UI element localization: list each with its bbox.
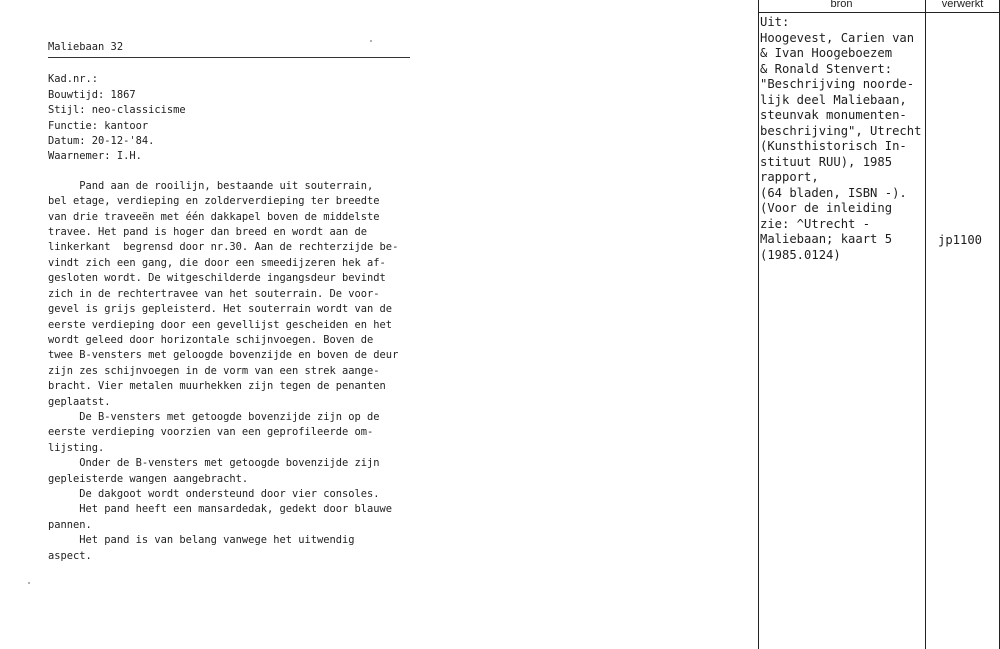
- meta-line: Bouwtijd: 1867: [48, 88, 136, 101]
- verwerkt-code: jp1100: [938, 233, 983, 247]
- document-title: Maliebaan 32: [48, 40, 410, 58]
- meta-line: Datum: 20-12-'84.: [48, 135, 155, 148]
- bron-line: (1985.0124): [760, 247, 841, 262]
- body-line: Het pand heeft een mansardedak, gedekt door blauwe: [48, 503, 393, 516]
- meta-line: Kad.nr.:: [48, 73, 99, 86]
- body-line: Pand aan de rooilijn, bestaande uit souterrain,: [48, 179, 374, 192]
- bron-line: Maliebaan; kaart 5: [760, 232, 893, 246]
- bron-line: stituut RUU), 1985: [760, 154, 893, 169]
- body-line: bel etage, verdieping en zolderverdieping ter breedte: [48, 195, 380, 208]
- body-line: linkerkant begrensd door nr.30. Aan de rechterzijde be-: [48, 241, 399, 254]
- column-rule: [925, 0, 926, 649]
- body-line: aspect.: [48, 549, 92, 562]
- scan-speck: [370, 40, 372, 42]
- meta-line: Waarnemer: I.H.: [48, 150, 142, 163]
- bron-line: steunvak monumenten-: [760, 108, 907, 122]
- bron-line: zie: ^Utrecht -: [760, 216, 871, 231]
- body-line: gesloten wordt. De witgeschilderde ingangsdeur bevindt: [48, 272, 386, 285]
- bron-line: lijk deel Maliebaan,: [760, 92, 907, 107]
- body-line: travee. Het pand is hoger dan breed en wordt aan de: [48, 226, 368, 239]
- bron-line: Uit:: [760, 15, 790, 29]
- body-line: Onder de B-vensters met getoogde bovenzijde zijn: [48, 457, 380, 470]
- column-rule: [758, 0, 759, 649]
- bron-line: rapport,: [760, 170, 819, 184]
- bron-line: (Kunsthistorisch In-: [760, 139, 907, 153]
- bron-line: & Ivan Hoogeboezem: [760, 46, 893, 60]
- bron-line: beschrijving", Utrecht: [760, 123, 922, 138]
- body-line: twee B-vensters met geloogde bovenzijde en boven de deur: [48, 349, 399, 362]
- document-text: [48, 40, 418, 564]
- body-line: De B-vensters met getoogde bovenzijde zijn op de: [48, 410, 380, 423]
- meta-line: Functie: kantoor: [48, 119, 149, 132]
- bron-line: & Ronald Stenvert:: [760, 61, 893, 76]
- body-line: gevel is grijs gepleisterd. Het souterrain wordt van de: [48, 303, 393, 316]
- header-rule: [758, 12, 1000, 13]
- body-line: pannen.: [48, 518, 92, 531]
- meta-line: Stijl: neo-classicisme: [48, 104, 186, 117]
- body-line: vindt zich een gang, die door een smeedijzeren hek af-: [48, 256, 386, 269]
- body-line: Het pand is van belang vanwege het uitwendig: [48, 534, 355, 547]
- body-line: zich in de rechtertravee van het souterrain. De voor-: [48, 287, 380, 300]
- body-line: gepleisterde wangen aangebracht.: [48, 472, 249, 485]
- body-line: van drie traveeën met één dakkapel boven de middelste: [48, 210, 380, 223]
- bron-text: [760, 15, 924, 263]
- description-body: [48, 179, 418, 564]
- body-line: bracht. Vier metalen muurhekken zijn tegen de penanten: [48, 380, 386, 393]
- body-line: lijsting.: [48, 441, 105, 454]
- metadata-block: [48, 72, 418, 164]
- bron-line: (Voor de inleiding: [760, 201, 893, 215]
- body-line: eerste verdieping voorzien van een geprofileerde om-: [48, 426, 374, 439]
- bron-line: "Beschrijving noorde-: [760, 77, 915, 91]
- scan-speck: [28, 582, 30, 584]
- bron-header: bron: [830, 0, 853, 10]
- bron-line: Hoogevest, Carien van: [760, 30, 915, 45]
- body-line: geplaatst.: [48, 395, 111, 408]
- source-panel: [758, 0, 1000, 649]
- body-line: wordt geleed door horizontale schijnvoegen. Boven de: [48, 333, 374, 346]
- body-line: eerste verdieping door een gevellijst gescheiden en het: [48, 318, 393, 331]
- verwerkt-header: verwerkt: [941, 0, 984, 10]
- bron-line: (64 bladen, ISBN -).: [760, 185, 907, 200]
- body-line: De dakgoot wordt ondersteund door vier consoles.: [48, 487, 380, 500]
- body-line: zijn zes schijnvoegen in de vorm van een strek aange-: [48, 364, 380, 377]
